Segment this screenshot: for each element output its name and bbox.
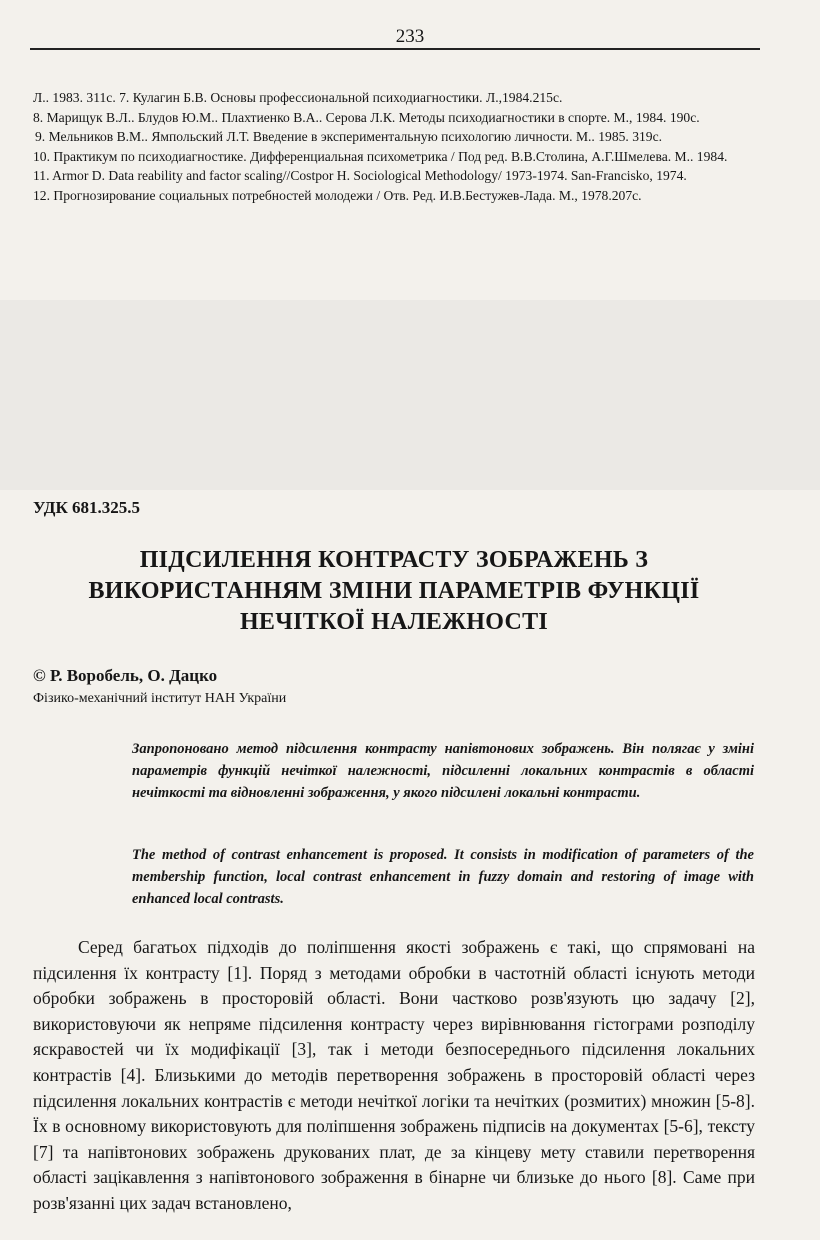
reference-item: 10. Практикум по психодиагностике. Дифференциальная психометрика / Под ред. В.В.Столина, А.Г.Шмелева. М.. 1984.	[33, 148, 728, 164]
page-number: 233	[395, 26, 425, 47]
reference-item: 8. Марищук В.Л.. Блудов Ю.М.. Плахтиенко В.А.. Серова Л.К. Методы психодиагностики в спорте. М., 1984. 190с.	[33, 109, 700, 125]
reference-item: 11. Armor D. Data reability and factor scaling//Costpor H. Sociological Methodology/ 1973-1974. San-Francisko, 1974.	[33, 168, 687, 184]
reference-item: 12. Прогнозирование социальных потребностей молодежи / Отв. Ред. И.В.Бестужев-Лада. М., 1978.207с.	[33, 187, 642, 203]
abstract-english: The method of contrast enhancement is proposed. It consists in modification of parameters of the membership function, local contrast enhancement in fuzzy domain and restoring of image with enhanced local contrasts.	[132, 847, 754, 907]
header-rule	[30, 48, 760, 50]
title-line: ПІДСИЛЕННЯ КОНТРАСТУ ЗОБРАЖЕНЬ З	[139, 547, 649, 573]
title-line: ВИКОРИСТАННЯМ ЗМІНИ ПАРАМЕТРІВ ФУНКЦІЇ	[88, 578, 700, 604]
bleed-through-shading	[0, 300, 820, 490]
article-title	[33, 545, 755, 638]
affiliation: Фізико-механічний інститут НАН України	[33, 691, 287, 706]
title-line: НЕЧІТКОЇ НАЛЕЖНОСТІ	[239, 609, 549, 635]
reference-list	[33, 88, 755, 206]
reference-item: Л.. 1983. 311с. 7. Кулагин Б.В. Основы профессиональной психодиагностики. Л.,1984.215с.	[33, 90, 563, 105]
reference-item: 9. Мельников В.М.. Ямпольский Л.Т. Введение в экспериментальную психологию личности. М.. 1985. 319с.	[35, 129, 663, 145]
abstract-ukrainian: Запропоновано метод підсилення контрасту напівтонових зображень. Він полягає у зміні параметрів функцій нечіткої належності, підсиленні локальних контрастів в області нечіткості та відновленні зображення, у якого підсилені локальні контрасти.	[132, 741, 754, 801]
udk-code: УДК 681.325.5	[33, 498, 141, 517]
body-paragraph: Серед багатьох підходів до поліпшення якості зображень є такі, що спрямовані на підсилення їх контрасту [1]. Поряд з методами обробки в частотній області існують методи обробки зображень в просторовій області. Вони частково розв'язують цю задачу [2], використовуючи як непряме підсилення контрасту через вирівнювання гістограми розподілу яскравостей чи їх модифікації [3], так і методи безпосереднього підсилення локальних контрастів [4]. Близькими до методів перетворення зображень в просторовій області через підсилення локальних контрастів є методи нечіткої логіки та нечітких (розмитих) множин [5-8]. Їх в основному використовують для поліпшення зображень підписів на документах [5-6], тексту [7] та напівтонових зображень друкованих плат, де за кінцеву мету ставили перетворення області зацікавлення з напівтонового зображення в бінарне чи близьке до нього [8]. Саме при розв'язанні цих задач встановлено,	[33, 937, 755, 1213]
authors: © Р. Воробель, О. Дацко	[33, 666, 218, 685]
